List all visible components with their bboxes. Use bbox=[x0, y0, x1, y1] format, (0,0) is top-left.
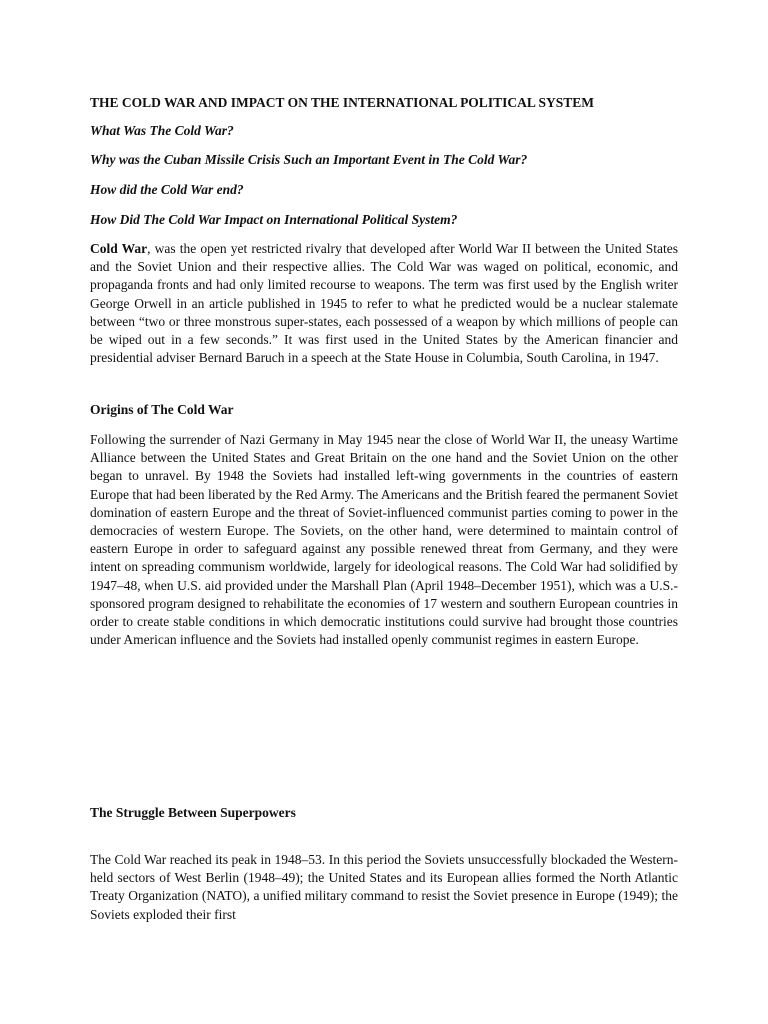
question-4: How Did The Cold War Impact on International Political System? bbox=[90, 212, 458, 227]
section-heading-origins: Origins of The Cold War bbox=[90, 402, 234, 417]
intro-lead-term: Cold War bbox=[90, 241, 148, 256]
struggle-paragraph: The Cold War reached its peak in 1948–53. In this period the Soviets unsuccessfully blockaded the Western-held sectors of West Berlin (1948–49); the United States and its European allies formed the North Atlantic Treaty Organization (NATO), a unified military command to resist the Soviet presence in Europe (1949); the Soviets exploded their first bbox=[90, 852, 678, 922]
question-2: Why was the Cuban Missile Crisis Such an Important Event in The Cold War? bbox=[90, 152, 528, 167]
question-3: How did the Cold War end? bbox=[90, 182, 244, 197]
intro-paragraph bbox=[90, 240, 678, 367]
intro-text: , was the open yet restricted rivalry that developed after World War II between the United States and the Soviet Union and their respective allies. The Cold War was waged on political, economic, and propaganda fronts and had only limited recourse to weapons. The term was first used by the English writer George Orwell in an article published in 1945 to refer to what he predicted would be a nuclear stalemate between “two or three monstrous super-states, each possessed of a weapon by which millions of people can be wiped out in a few seconds.” It was first used in the United States by the American financier and presidential adviser Bernard Baruch in a speech at the State House in Columbia, South Carolina, in 1947. bbox=[90, 241, 678, 366]
origins-paragraph: Following the surrender of Nazi Germany in May 1945 near the close of World War II, the uneasy Wartime Alliance between the United States and Great Britain on the one hand and the Soviet Union on the other began to unravel. By 1948 the Soviets had installed left-wing governments in the countries of eastern Europe that had been liberated by the Red Army. The Americans and the British feared the permanent Soviet domination of eastern Europe and the threat of Soviet-influenced communist parties coming to power in the democracies of western Europe. The Soviets, on the other hand, were determined to maintain control of eastern Europe in order to safeguard against any possible renewed threat from Germany, and they were intent on spreading communism worldwide, largely for ideological reasons. The Cold War had solidified by 1947–48, when U.S. aid provided under the Marshall Plan (April 1948–December 1951), which was a U.S.-sponsored program designed to rehabilitate the economies of 17 western and southern European countries in order to create stable conditions in which democratic institutions could survive had brought those countries under American influence and the Soviets had installed openly communist regimes in eastern Europe. bbox=[90, 432, 678, 648]
section-heading-struggle: The Struggle Between Superpowers bbox=[90, 805, 296, 820]
document-title: THE COLD WAR AND IMPACT ON THE INTERNATIONAL POLITICAL SYSTEM bbox=[90, 95, 594, 110]
question-1: What Was The Cold War? bbox=[90, 123, 234, 138]
